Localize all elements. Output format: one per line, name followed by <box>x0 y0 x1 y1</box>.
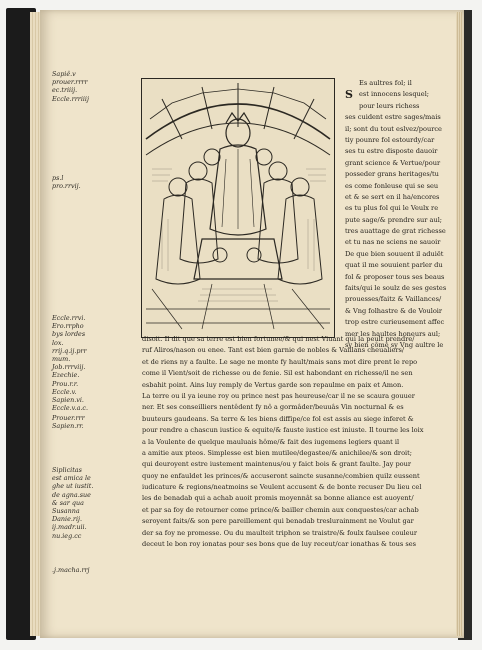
text-line: pute sage/& prendre sur aul; <box>345 215 443 224</box>
text-line: pour leurs richess <box>359 101 420 110</box>
text-line: deceut le bon roy ionatas pour ses bons que de luy receut/car ionathas & tous ses <box>142 540 417 549</box>
woodcut-illustration <box>141 78 335 338</box>
margin-notes <box>52 0 142 650</box>
text-line: a la Voulente de quelque mauluais hôme/& fait des iugemens legiers quant il <box>142 437 400 446</box>
text-line: & Vng folhastre & de Vouloir <box>345 306 443 315</box>
text-line: buuteurs gaudeans. Sa terre & les biens diffipe/ce fol est assis au siege inferet & <box>142 414 414 423</box>
text-line: ner. Et ses conseilliers nentêdent fy nô a gormâder/beuuâs Vin nocturnal & es <box>142 403 404 412</box>
text-line: De que bien souuent il aduiët <box>345 249 444 258</box>
drop-initial: S <box>345 88 353 101</box>
text-line: quoy ne enfauldet les princes/& accuseront saincte susanne/combien quilz eussent <box>142 471 420 480</box>
text-line: et par sa foy de retourner come prince/& bailler chemin aux conquestes/car achab <box>142 505 419 514</box>
text-line: et tu nas ne sciens ne sauoir <box>345 238 441 247</box>
full-width-text <box>142 334 452 550</box>
margin-note: .j.macha.rrj <box>52 566 90 574</box>
text-line: a amitie aux pteos. Simplesse est bien mutilee/degastee/& anichilee/& son droit; <box>142 448 413 457</box>
text-line: sy bien côme sy Vng aultre le <box>345 340 444 349</box>
margin-note: Eccle.rrvi. Ero.rrpho bys lordes lox. rrij.q.ij.prr mum. Job.rrrviij. Ezechie. Prou.r.r. Eccle.v. Sapien.vi. Eccle.v.a.c. <box>52 314 89 413</box>
text-line: posseder grans heritages/tu <box>345 170 439 179</box>
text-line: prouesses/faitz & Vaillances/ <box>345 295 442 304</box>
margin-note: Sapiê.v prouer.rrrr ec.triiij. Eccle.rrriiij <box>52 70 89 103</box>
text-line: mer les haultes honeurs aul; <box>345 329 441 338</box>
text-line: seroyent faits/& son pere pareillement qui benadab treslurainment ne Voulut gar <box>142 517 414 526</box>
text-line: Es aultres fol; il <box>359 79 412 87</box>
text-line: grant science & Vertue/pour <box>345 158 441 167</box>
text-line: der sa foy ne promesse. Ou du maulteit triphon se traistre/& foulx faulsee couleur <box>142 528 417 537</box>
margin-note: ps.l pro.rrvij. <box>52 174 81 191</box>
right-column-text <box>345 78 455 351</box>
text-line: fol & proposer tous ses beaus <box>345 272 445 281</box>
page-stack-right-edge <box>456 12 462 636</box>
text-line: il; sont du tout eslvez/pource <box>345 124 442 133</box>
text-line: ses cuident estre sages/mais <box>345 113 441 122</box>
text-line: tres auattage de grat richesse <box>345 227 446 236</box>
text-line: ruf Aliros/nason ou enee. Tant est bien garnie de nobles & Vaillans cheualiers/ <box>142 346 405 355</box>
text-line: qui deuroyent estre iustement maintenus/ou y faict bois & grant faulte. Jay pour <box>142 460 412 469</box>
text-line: es tu plus fol qui le Veulx re <box>345 204 439 213</box>
text-line: et de riens ny a faulte. Le sage ne monte fy hault/mais sans mot dire prent le repo <box>142 357 418 366</box>
text-line: quat il me souuient parler du <box>345 261 443 270</box>
text-line: trop estre curieusement affec <box>345 318 445 327</box>
text-line: disoit. Il dit que sa terre est bien fortunee/& qui nest Viuant qui la peult prendre/ <box>142 335 415 343</box>
text-line: esbahit point. Ains luy remply de Vertus garde son repaulme en paix et Amon. <box>142 380 404 389</box>
text-line: es come fonleuse qui se seu <box>345 181 439 190</box>
text-line: les de benadab qui a achab auoit promis moyennât sa bonne aliance est auoyent/ <box>142 494 414 503</box>
text-line: et & se sert en il ha/encores <box>345 192 440 201</box>
text-line: tiy pounre fol estourdy/car <box>345 135 435 144</box>
text-line: ses tu estre disposte dauoir <box>345 147 438 156</box>
text-line: est innocens lesquel; <box>359 90 430 99</box>
text-line: come il Vient/soit de richesse ou de fenie. Sil est habondant en richesse/il ne sen <box>142 369 413 378</box>
text-line: faits/qui le soulz de ses gestes <box>345 284 447 293</box>
text-line: La terre ou il ya ieune roy ou prince nest pas heureuse/car il ne se scaura gouuer <box>142 391 415 400</box>
text-line: iudicature & regions/neatmoins se Veulent accusent & de bonte recuser Du lieu cel <box>142 483 422 492</box>
margin-note: Prouer.rrr Sapien.rr. <box>52 414 85 431</box>
text-line: pour rendre a chascun iustice & equite/& fauste iustice est iniuste. Il tourne les loix <box>142 426 424 435</box>
margin-note: Siplicitas est amica le ghe ut iustit. de agna.sue & sar qua Susanna Danie.rij. ij.madr.uii. nu.ieg.cc <box>52 466 94 540</box>
